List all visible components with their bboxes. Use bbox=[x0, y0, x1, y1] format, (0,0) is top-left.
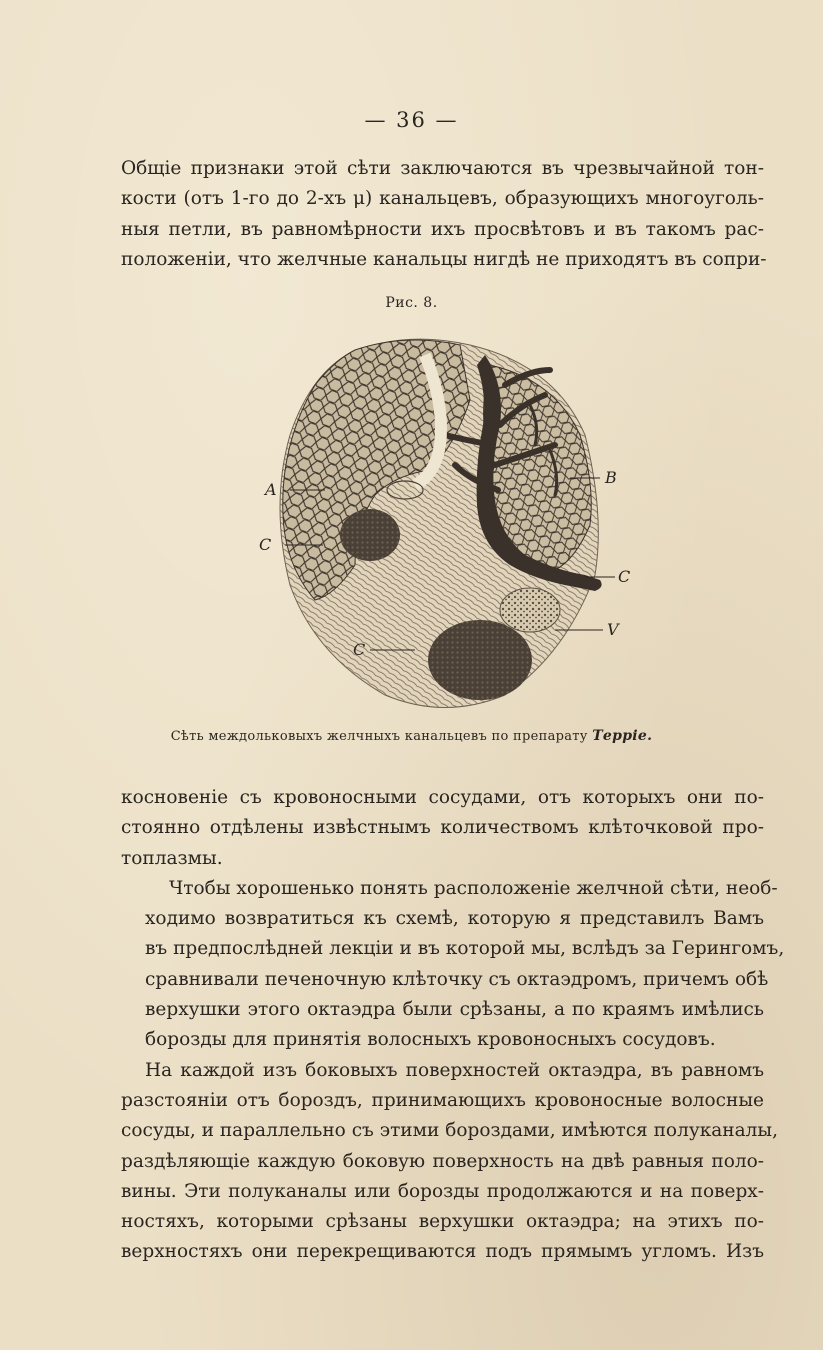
text-line: раздѣляющіе каждую боковую поверхность на двѣ равныя поло- bbox=[121, 1150, 764, 1172]
text-line: На каждой изъ боковыхъ поверхностей октаэдра, въ равномъ bbox=[145, 1059, 764, 1081]
blood-vessel bbox=[340, 509, 400, 561]
text-line: верхностяхъ они перекрещиваются подъ прямымъ угломъ. Изъ bbox=[121, 1241, 764, 1263]
text-line: ходимо возвратиться къ схемѣ, которую я представилъ Вамъ bbox=[145, 908, 764, 930]
paragraph bbox=[121, 1056, 779, 1268]
figure-illustration bbox=[255, 325, 635, 710]
text-line: косновеніе съ кровоносными сосудами, отъ которыхъ они по- bbox=[121, 787, 764, 808]
paragraph bbox=[121, 154, 767, 275]
label-c: C bbox=[259, 535, 272, 554]
label-b: B bbox=[605, 468, 617, 487]
figure-caption-author: Террie. bbox=[592, 728, 653, 744]
text-line: стоянно отдѣлены извѣстнымъ количествомъ клѣточковой про- bbox=[121, 817, 764, 839]
text-line: въ предпослѣдней лекціи и въ которой мы, вслѣдъ за Герингомъ, bbox=[145, 938, 785, 960]
bottom-text bbox=[121, 783, 785, 1268]
text-line: разстояніи отъ бороздъ, принимающихъ кровоносные волосные bbox=[121, 1089, 764, 1111]
text-line: положеніи, что желчные канальцы нигдѣ не приходятъ въ сопри- bbox=[121, 248, 767, 270]
text-line: вины. Эти полуканалы или борозды продолжаются и на поверх- bbox=[121, 1180, 764, 1202]
label-a: A bbox=[265, 480, 277, 499]
bile-canal-network-illustration bbox=[255, 325, 635, 710]
text-line: ностяхъ, которыми срѣзаны верхушки октаэдра; на этихъ по- bbox=[121, 1211, 764, 1233]
figure-title: Рис. 8. bbox=[385, 295, 438, 311]
label-c: C bbox=[353, 640, 366, 659]
text-line: Общіе признаки этой сѣти заключаются въ чрезвычайной тон- bbox=[121, 158, 764, 179]
text-line: ныя петли, въ равномѣрности ихъ просвѣтовъ и въ такомъ рас- bbox=[121, 218, 764, 240]
text-line: Чтобы хорошенько понять расположеніе желчной сѣти, необ- bbox=[169, 877, 778, 899]
text-line: борозды для принятія волосныхъ кровоносныхъ сосудовъ. bbox=[145, 1029, 716, 1051]
text-line: кости (отъ 1-го до 2-хъ μ) канальцевъ, образующихъ многоуголь- bbox=[121, 188, 764, 210]
figure-caption-text: Сѣть междольковыхъ желчныхъ канальцевъ по препарату bbox=[170, 729, 593, 744]
label-v: V bbox=[607, 620, 619, 639]
page-number: — 36 — bbox=[364, 108, 459, 132]
top-paragraph bbox=[121, 154, 767, 275]
blood-vessel bbox=[428, 620, 532, 700]
paragraph bbox=[121, 783, 764, 874]
text-line: сравнивали печеночную клѣточку съ октаэдромъ, причемъ обѣ bbox=[145, 968, 769, 990]
text-line: топлазмы. bbox=[121, 847, 223, 869]
paragraph bbox=[121, 874, 785, 1056]
vein-section bbox=[500, 588, 560, 632]
figure-caption bbox=[0, 728, 823, 744]
text-line: верхушки этого октаэдра были срѣзаны, а по краямъ имѣлись bbox=[145, 999, 764, 1021]
text-line: сосуды, и параллельно съ этими бороздами, имѣются полуканалы, bbox=[121, 1120, 779, 1142]
label-c: C bbox=[618, 567, 631, 586]
